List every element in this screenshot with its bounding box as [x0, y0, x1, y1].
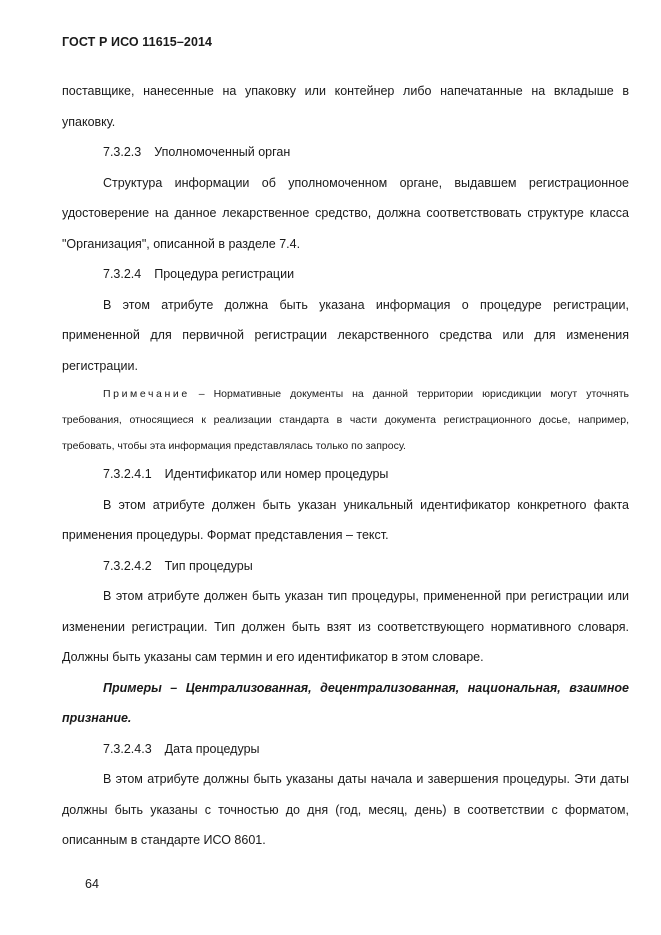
paragraph-authority: Структура информации об уполномоченном органе, выдавшем регистрационное удостоверение на данное лекарственное средство, должна соответствовать структуре класса "Организация", описанной в разделе 7.4. [62, 175, 629, 251]
paragraph-continuation: поставщике, нанесенные на упаковку или контейнер либо напечатанные на вкладыше в упаковку. [62, 84, 629, 129]
section-heading-7-3-2-4-2 [62, 551, 629, 582]
section-heading-7-3-2-3 [62, 137, 629, 168]
section-title: Идентификатор или номер процедуры [164, 467, 389, 481]
section-number: 7.3.2.3 [103, 145, 142, 159]
section-number: 7.3.2.4 [103, 267, 142, 281]
page-number: 64 [85, 877, 99, 891]
note-text: – Нормативные документы на данной территории юрисдикции могут уточнять требования, относящиеся к реализации стандарта в части документа регистрационного досье, например, требовать, чтобы эта информация представлялась только по запросу. [62, 388, 629, 452]
section-heading-7-3-2-4-1 [62, 459, 629, 490]
section-title: Тип процедуры [164, 558, 253, 573]
paragraph-identifier: В этом атрибуте должен быть указан уникальный идентификатор конкретного факта применения процедуры. Формат представления – текст. [62, 497, 629, 542]
note-label: Примечание [103, 388, 190, 400]
section-title: Процедура регистрации [154, 267, 295, 281]
paragraph-procedure-type: В этом атрибуте должен быть указан тип процедуры, примененной при регистрации или изменении регистрации. Тип должен быть взят из соответствующего нормативного словаря. Должны быть указаны сам термин и его идентификатор в этом словаре. [62, 589, 629, 664]
section-heading-7-3-2-4 [62, 259, 629, 290]
example-block: Примеры – Централизованная, децентрализованная, национальная, взаимное признание. [62, 680, 629, 725]
section-title: Дата процедуры [164, 741, 260, 756]
standard-header: ГОСТ Р ИСО 11615–2014 [62, 35, 213, 49]
section-number: 7.3.2.4.1 [103, 467, 152, 481]
document-body [62, 76, 629, 856]
section-heading-7-3-2-4-3 [62, 734, 629, 765]
section-number: 7.3.2.4.2 [103, 558, 152, 573]
paragraph-procedure: В этом атрибуте должна быть указана информация о процедуре регистрации, примененной для первичной регистрации лекарственного средства или для изменения регистрации. [62, 297, 629, 373]
paragraph-procedure-date: В этом атрибуте должны быть указаны даты начала и завершения процедуры. Эти даты должны быть указаны с точностью до дня (год, месяц, день) в соответствии с форматом, описанным в стандарте ИСО 8601. [62, 772, 629, 847]
section-title: Уполномоченный орган [154, 145, 291, 159]
note-block [62, 381, 629, 459]
section-number: 7.3.2.4.3 [103, 741, 152, 756]
